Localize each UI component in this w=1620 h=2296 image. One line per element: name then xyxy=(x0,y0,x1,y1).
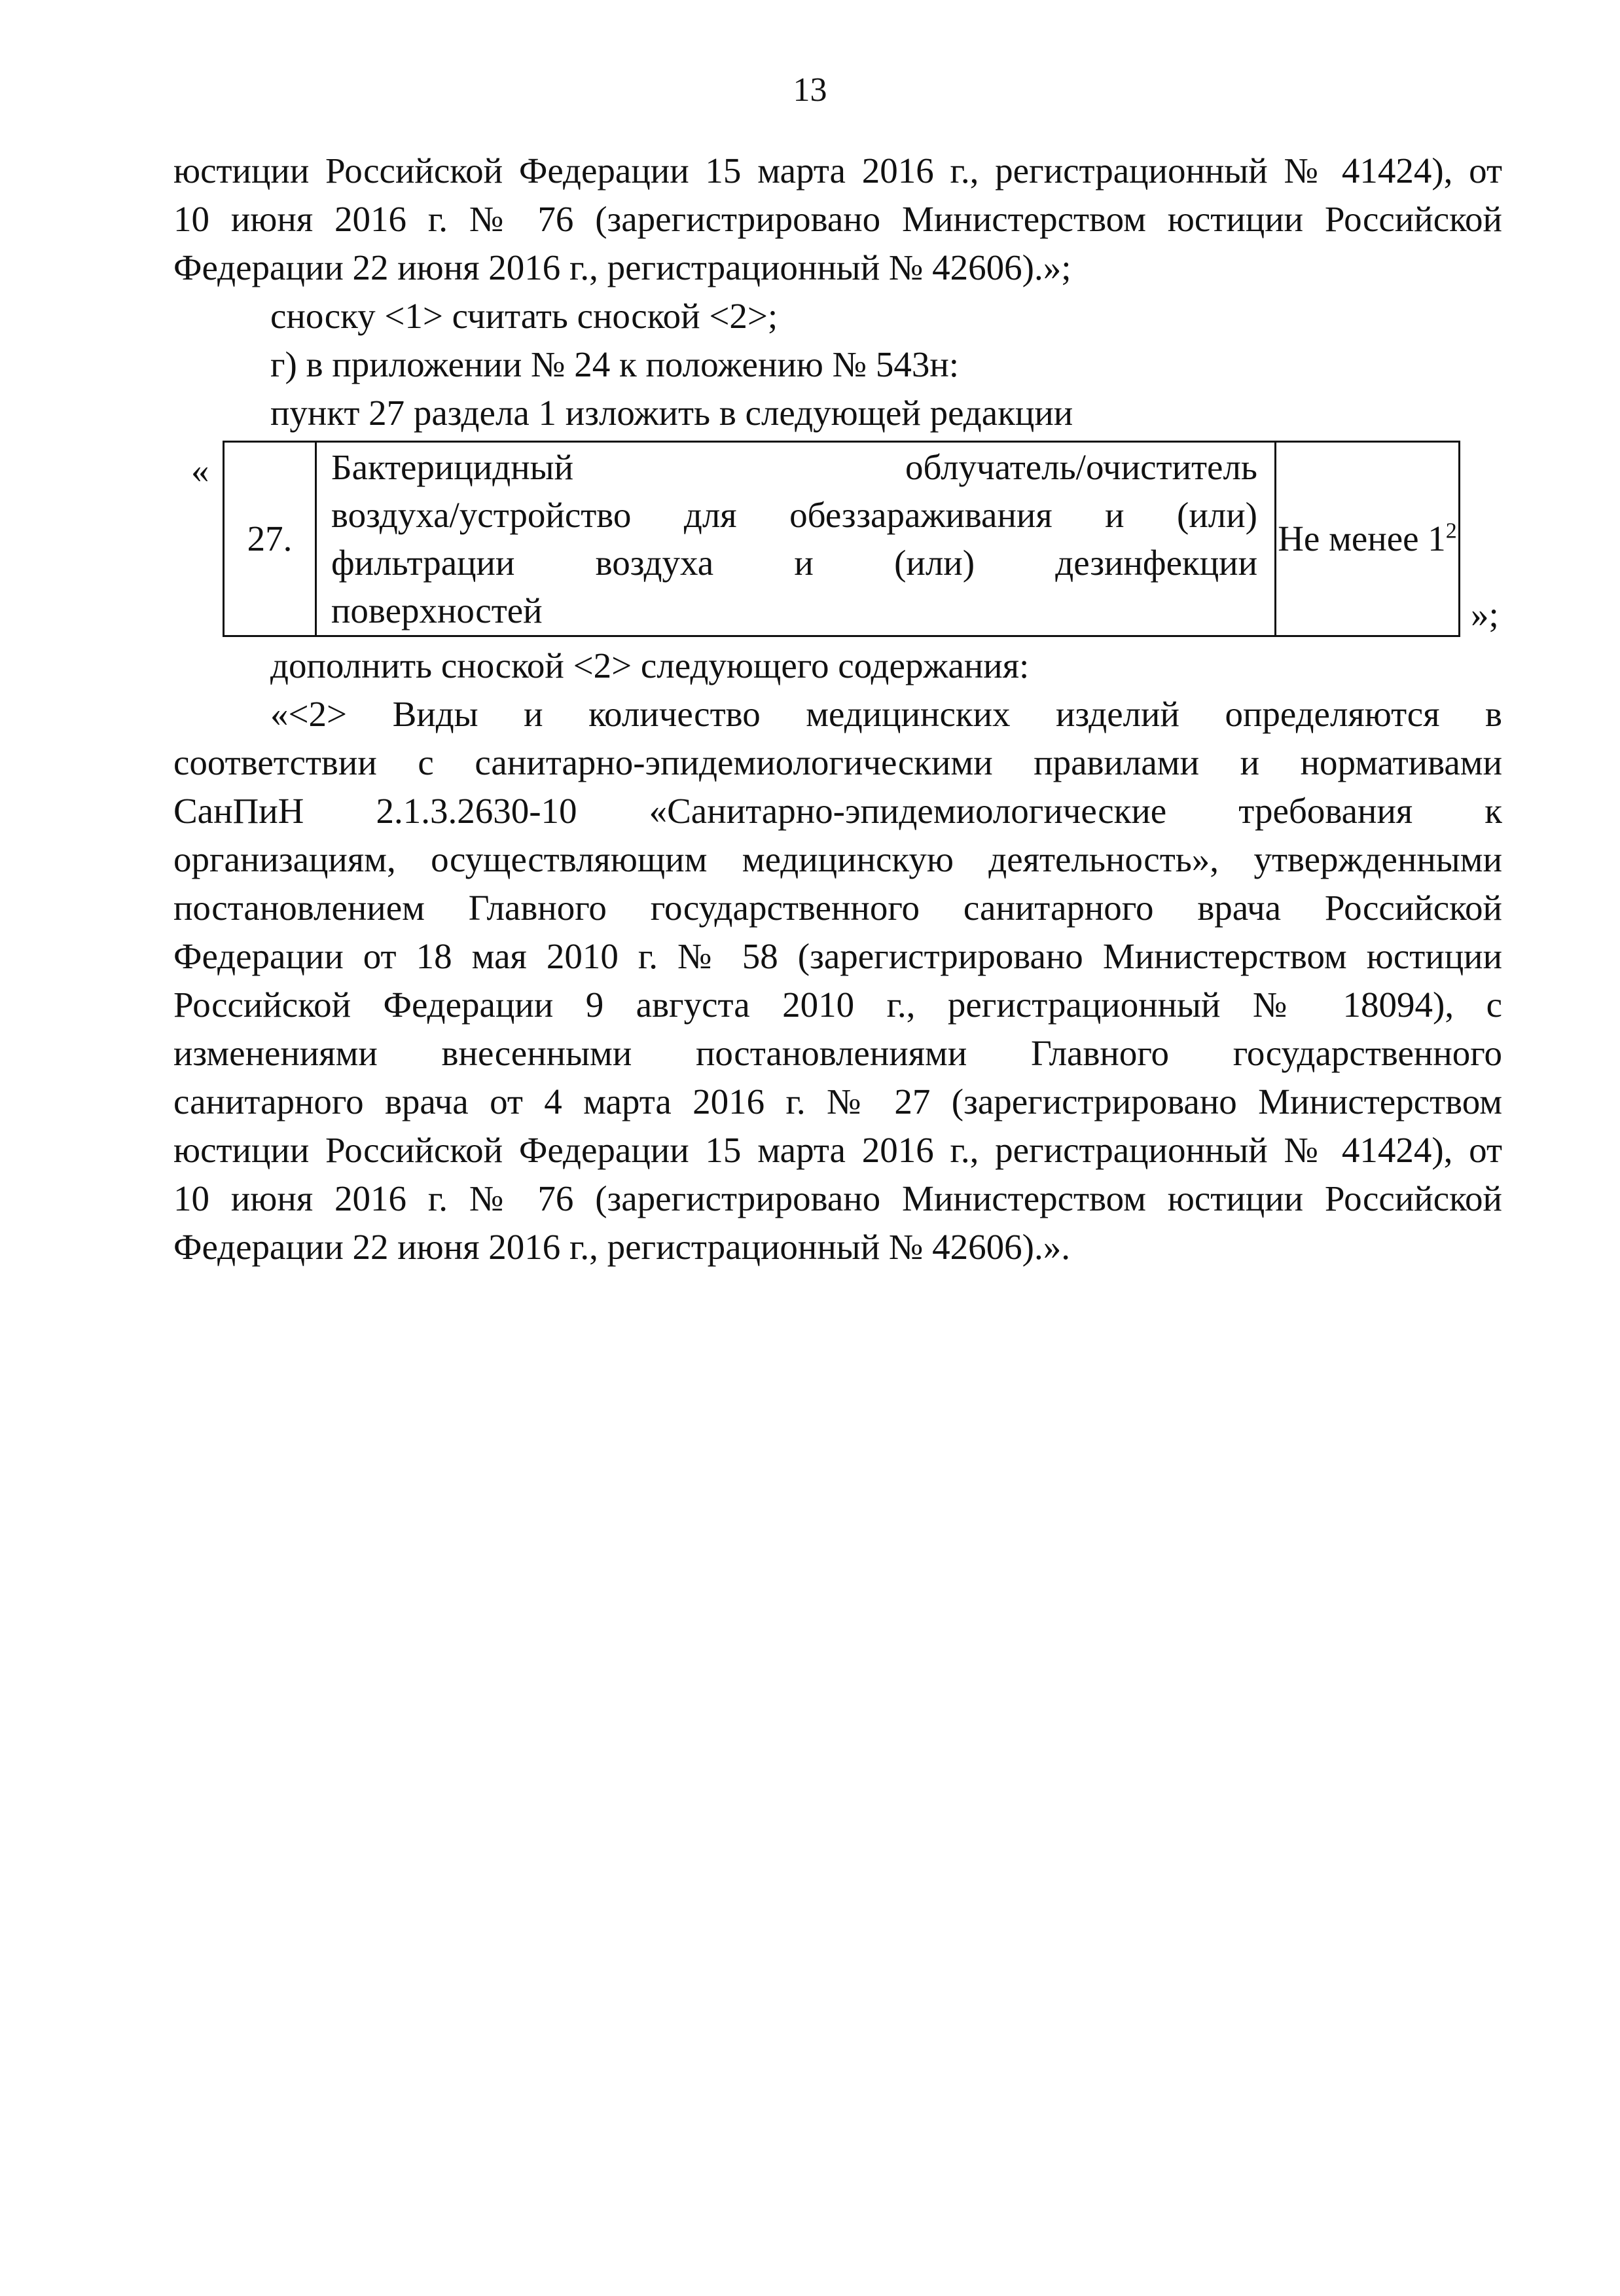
description-line: Бактерицидный облучатель/очиститель xyxy=(331,447,1257,487)
footnote-text-line: санитарного врача от 4 марта 2016 г. № 27 (зарегистрировано Министерством xyxy=(173,1082,1502,1121)
item-number-cell: 27. xyxy=(224,442,316,636)
footnote-rename-line: сноску <1> считать сноской <2>; xyxy=(270,296,778,336)
footnote-text-line: организациям, осуществляющим медицинскую деятельность», утвержденными xyxy=(173,839,1502,879)
footnote-text-line: 10 июня 2016 г. № 76 (зарегистрировано Министерством юстиции Российской xyxy=(173,1178,1502,1218)
text-line: юстиции Российской Федерации 15 марта 2016 г., регистрационный № 41424), от xyxy=(173,151,1502,191)
text-line: Федерации 22 июня 2016 г., регистрационный № 42606).»; xyxy=(173,247,1071,287)
footnote-text-line: соответствии с санитарно-эпидемиологическими правилами и нормативами xyxy=(173,742,1502,782)
footnote-text-line: Федерации от 18 мая 2010 г. № 58 (зарегистрировано Министерством юстиции xyxy=(173,936,1502,976)
text-line: 10 июня 2016 г. № 76 (зарегистрировано Министерством юстиции Российской xyxy=(173,199,1502,239)
quantity-text: Не менее 1 xyxy=(1278,519,1446,558)
add-footnote-intro-line: дополнить сноской <2> следующего содержания: xyxy=(270,646,1030,685)
item-g-line: г) в приложении № 24 к положению № 543н: xyxy=(270,344,960,384)
description-line: фильтрации воздуха и (или) дезинфекции xyxy=(331,543,1257,583)
quote-close-mark: »; xyxy=(1471,594,1499,634)
quote-open-mark: « xyxy=(191,450,209,490)
item-description-cell xyxy=(316,442,1276,636)
footnote-text-line: СанПиН 2.1.3.2630-10 «Санитарно-эпидемиологические требования к xyxy=(173,791,1502,831)
footnote-superscript: 2 xyxy=(1445,519,1457,543)
footnote-text-line: постановлением Главного государственного санитарного врача Российской xyxy=(173,888,1502,928)
item-quantity-cell xyxy=(1276,442,1460,636)
description-line: поверхностей xyxy=(331,591,543,630)
table-row xyxy=(224,442,1460,636)
footnote-text-line: Российской Федерации 9 августа 2010 г., регистрационный № 18094), с xyxy=(173,985,1502,1025)
footnote-text-line: Федерации 22 июня 2016 г., регистрационный № 42606).». xyxy=(173,1227,1070,1267)
item-table-block xyxy=(173,441,1502,638)
footnote-text-line: юстиции Российской Федерации 15 марта 2016 г., регистрационный № 41424), от xyxy=(173,1130,1502,1170)
item-table xyxy=(223,441,1460,637)
footnote-text-line: изменениями внесенными постановлениями Главного государственного xyxy=(173,1033,1502,1073)
description-line: воздуха/устройство для обеззараживания и (или) xyxy=(331,495,1257,535)
item-27-intro-line: пункт 27 раздела 1 изложить в следующей редакции xyxy=(270,393,1073,433)
page-number: 13 xyxy=(793,71,827,109)
footnote-text-line: «<2> Виды и количество медицинских изделий определяются в xyxy=(270,694,1502,734)
